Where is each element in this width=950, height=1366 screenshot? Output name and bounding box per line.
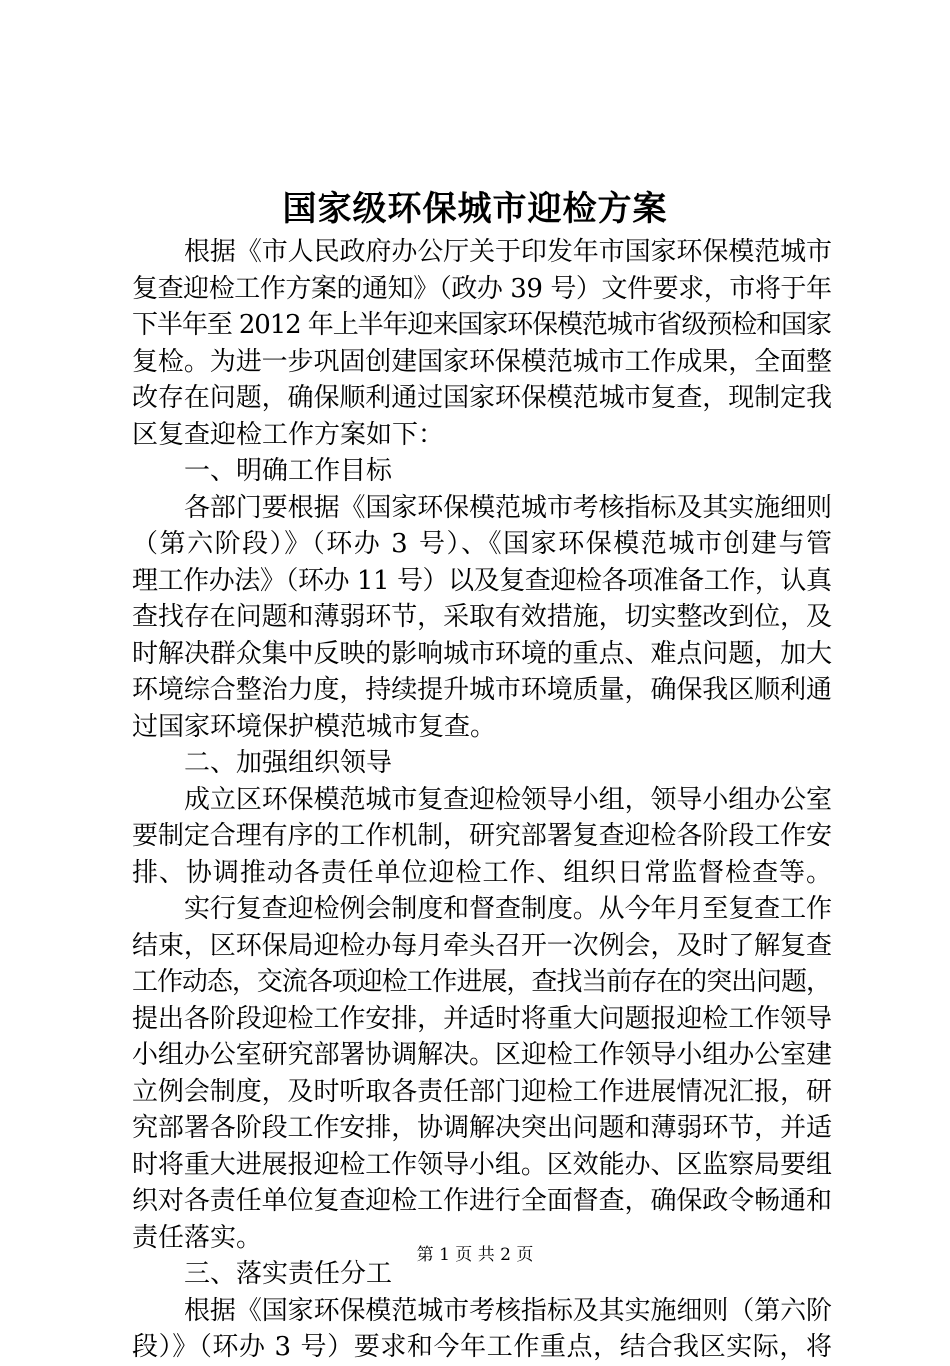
text-line: 复查迎检工作方案的通知》（政办 39 号）文件要求，市将于年 <box>132 273 832 304</box>
text-line: 各部门要根据《国家环保模范城市考核指标及其实施细则 <box>184 492 832 523</box>
text-line: 根据《市人民政府办公厅关于印发年市国家环保模范城市 <box>184 237 832 267</box>
text-line: 一、明确工作目标 <box>184 456 393 486</box>
text-line: 要制定合理有序的工作机制，研究部署复查迎检各阶段工作安 <box>132 821 832 851</box>
text-line: 区复查迎检工作方案如下： <box>132 419 445 450</box>
text-line: 立例会制度，及时听取各责任部门迎检工作进展情况汇报，研 <box>132 1076 832 1107</box>
text-line: 织对各责任单位复查迎检工作进行全面督查，确保政令畅通和 <box>132 1186 832 1216</box>
text-line: 根据《国家环保模范城市考核指标及其实施细则（第六阶 <box>184 1295 832 1326</box>
text-line: 改存在问题，确保顺利通过国家环保模范城市复查，现制定我 <box>132 383 832 413</box>
text-line: 工作动态，交流各项迎检工作进展，查找当前存在的突出问题， <box>132 967 831 997</box>
document-body <box>132 234 832 1366</box>
page-footer: 第 1 页 共 2 页 <box>416 1245 534 1265</box>
text-line: 责任落实。 <box>132 1222 263 1253</box>
text-line: 二、加强组织领导 <box>184 748 393 778</box>
text-line: （第六阶段）》（环办 3 号）、《国家环保模范城市创建与管 <box>132 529 834 559</box>
text-line: 环境综合整治力度，持续提升城市环境质量，确保我区顺利通 <box>132 675 832 705</box>
text-line: 小组办公室研究部署协调解决。区迎检工作领导小组办公室建 <box>132 1040 832 1070</box>
text-line: 结束，区环保局迎检办每月牵头召开一次例会，及时了解复查 <box>132 930 832 961</box>
text-line: 排、协调推动各责任单位迎检工作、组织日常监督检查等。 <box>132 857 833 888</box>
text-line: 查找存在问题和薄弱环节，采取有效措施，切实整改到位，及 <box>132 602 832 632</box>
text-line: 复检。为进一步巩固创建国家环保模范城市工作成果，全面整 <box>132 346 832 377</box>
text-line: 成立区环保模范城市复查迎检领导小组，领导小组办公室 <box>184 784 832 815</box>
text-line: 实行复查迎检例会制度和督查制度。从今年月至复查工作 <box>184 894 832 924</box>
text-line: 理工作办法》（环办 11 号）以及复查迎检各项准备工作，认真 <box>132 565 832 596</box>
text-line: 究部署各阶段工作安排，协调解决突出问题和薄弱环节，并适 <box>132 1113 832 1143</box>
text-line: 段）》（环办 3 号）要求和今年工作重点，结合我区实际，将 <box>132 1332 833 1362</box>
document-title: 国家级环保城市迎检方案 <box>282 189 668 229</box>
text-line: 时解决群众集中反映的影响城市环境的重点、难点问题，加大 <box>132 638 832 669</box>
text-line: 提出各阶段迎检工作安排，并适时将重大问题报迎检工作领导 <box>132 1003 832 1034</box>
text-line: 三、落实责任分工 <box>184 1259 393 1289</box>
text-line: 时将重大进展报迎检工作领导小组。区效能办、区监察局要组 <box>132 1149 832 1180</box>
text-line: 下半年至 2012 年上半年迎来国家环保模范城市省级预检和国家 <box>132 310 831 340</box>
text-line: 过国家环境保护模范城市复查。 <box>132 711 497 742</box>
